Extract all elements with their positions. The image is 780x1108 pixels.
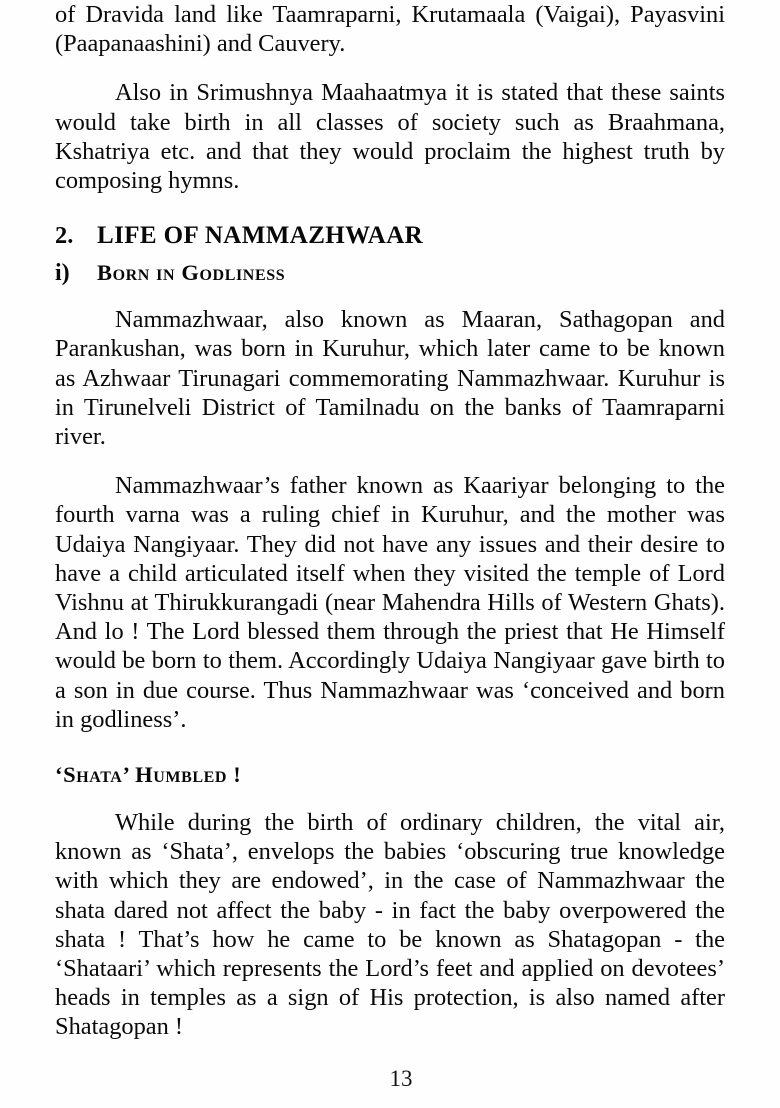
heading-spacer-top bbox=[55, 195, 725, 222]
shata-heading-spacer-top bbox=[55, 734, 725, 762]
paragraph-nammazhwaar-birth: Nammazhwaar, also known as Maaran, Sathagopan and Parankushan, was born in Kuruhur, which later came to be known as Azhwaar Tirunagari commemorating Nammazhwaar. Kuruhur is in Tirunelveli District of Tamilnadu on the banks of Taamraparni river. bbox=[55, 306, 725, 451]
paragraph-spacer bbox=[55, 58, 725, 78]
shata-heading-spacer-bottom bbox=[55, 788, 725, 808]
subsection-number: i) bbox=[55, 260, 70, 287]
paragraph-shata-vital-air: While during the birth of ordinary children, the vital air, known as ‘Shata’, envelops the babies ‘obscuring true knowledge with which they are endowed’, in the case of Nammazhwaar the shata dared not affect the baby - in fact the baby overpowered the shata ! That’s how he came to be known as Shatagopan - the ‘Shataari’ which represents the Lord’s feet and applied on devotees’ heads in temples as a sign of His protection, is also named after Shatagopan ! bbox=[55, 809, 725, 1041]
section-title: LIFE OF NAMMAZHWAAR bbox=[97, 222, 424, 250]
subsection-spacer bbox=[55, 287, 725, 305]
paragraph-spacer bbox=[55, 451, 725, 471]
shata-humbled-heading: ‘Shata’ Humbled ! bbox=[55, 762, 242, 788]
paragraph-continued-rivers: of Dravida land like Taamraparni, Krutamaala (Vaigai), Payasvini (Paapanaashini) and Cauvery. bbox=[55, 1, 725, 58]
paragraph-srimushnya-maahaatmya: Also in Srimushnya Maahaatmya it is stated that these saints would take birth in all classes of society such as Braahmana, Kshatriya etc. and that they would proclaim the highest truth by composing hymns. bbox=[55, 79, 725, 195]
heading-spacer-mid bbox=[55, 250, 725, 260]
page-content bbox=[55, 0, 725, 1042]
section-number: 2. bbox=[55, 222, 74, 250]
subsection-heading bbox=[55, 260, 725, 287]
paragraph-father-kaariyar: Nammazhwaar’s father known as Kaariyar belonging to the fourth varna was a ruling chief in Kuruhur, and the mother was Udaiya Nangiyaar. They did not have any issues and their desire to have a child articulated itself when they visited the temple of Lord Vishnu at Thirukkurangadi (near Mahendra Hills of Western Ghats). And lo ! The Lord blessed them through the priest that He Himself would be born to them. Accordingly Udaiya Nangiyaar gave birth to a son in due course. Thus Nammazhwaar was ‘conceived and born in godliness’. bbox=[55, 472, 725, 733]
subsection-title: Born in Godliness bbox=[97, 260, 286, 286]
section-heading bbox=[55, 222, 725, 250]
page-number: 13 bbox=[389, 1066, 413, 1091]
